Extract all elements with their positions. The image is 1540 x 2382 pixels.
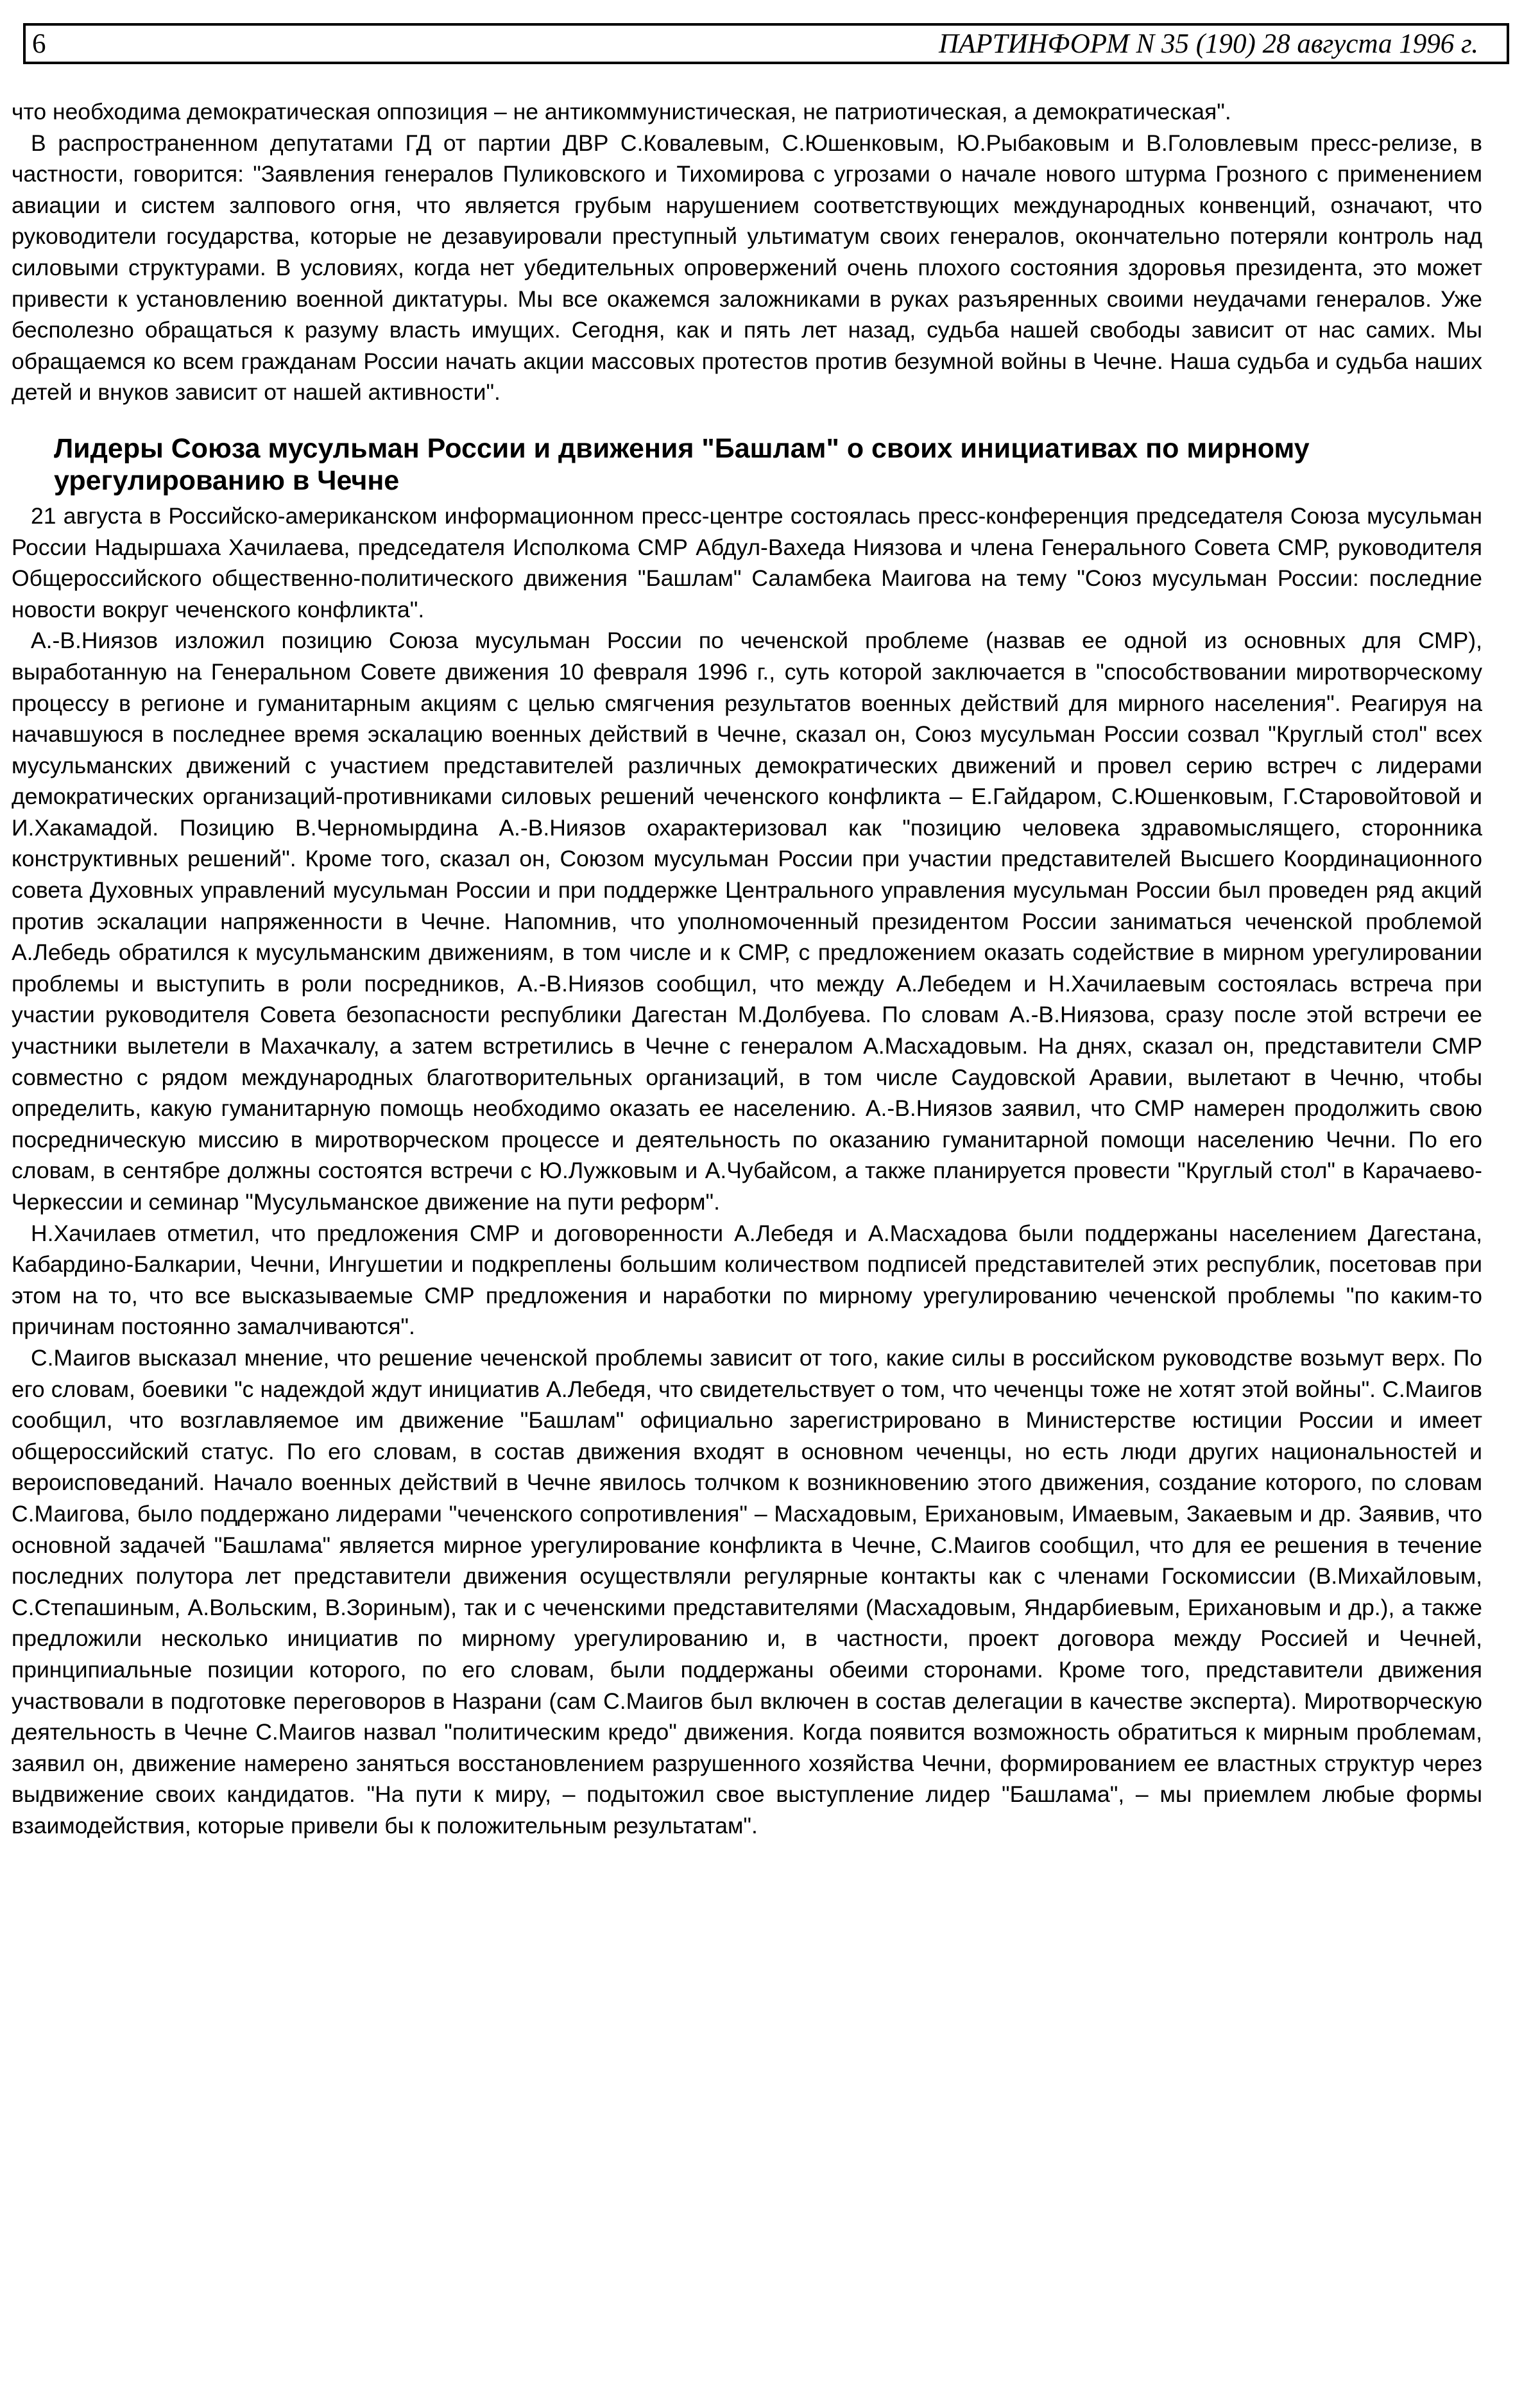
issue-title: ПАРТИНФОРМ N 35 (190) 28 августа 1996 г. [939, 28, 1478, 59]
article-body [12, 96, 1482, 1841]
paragraph-maigov: С.Маигов высказал мнение, что решение чеченской проблемы зависит от того, какие силы в российском руководстве возьмут верх. По его словам, боевики "с надеждой ждут инициатив А.Лебедя, что свидетельствует о том, что чеченцы тоже не хотят этой войны". С.Маигов сообщил, что возглавляемое им движение "Башлам" официально зарегистрировано в Министерстве юстиции России и имеет общероссийский статус. По его словам, в состав движения входят в основном чеченцы, но есть люди других национальностей и вероисповеданий. Начало военных действий в Чечне явилось толчком к возникновению этого движения, создание которого, по словам С.Маигова, было поддержано лидерами "чеченского сопротивления" – Масхадовым, Ерихановым, Имаевым, Закаевым и др. Заявив, что основной задачей "Башлама" является мирное урегулирование конфликта в Чечне, С.Маигов сообщил, что для ее решения в течение последних полутора лет представители движения осуществляли регулярные контакты как с членами Госкомиссии (В.Михайловым, С.Степашиным, А.Вольским, В.Зориным), так и с чеченскими представителями (Масхадовым, Яндарбиевым, Ерихановым и др.), а также предложили несколько инициатив по мирному урегулированию и, в частности, проект договора между Россией и Чечней, принципиальные позиции которого, по его словам, были поддержаны обеими сторонами. Кроме того, представители движения участвовали в подготовке переговоров в Назрани (сам С.Маигов был включен в состав делегации в качестве эксперта). Миротворческую деятельность в Чечне С.Маигов назвал "политическим кредо" движения. Когда появится возможность обратиться к мирным проблемам, заявил он, движение намерено заняться восстановлением разрушенного хозяйства Чечни, формированием ее властных структур через выдвижение своих кандидатов. "На пути к миру, – подытожил свое выступление лидер "Башлама", – мы приемлем любые формы взаимодействия, которые привели бы к положительным результатам". [12, 1344, 1482, 1838]
page-header [23, 23, 1509, 64]
paragraph-continuation: что необходима демократическая оппозиция – не антикоммунистическая, не патриотическая, а демократическая". [12, 99, 1231, 124]
paragraph-khachilaev: Н.Хачилаев отметил, что предложения СМР и договоренности А.Лебедя и А.Масхадова были поддержаны населением Дагестана, Кабардино-Балкарии, Чечни, Ингушетии и подкреплены большим количеством подписей представителей этих республик, посетовав при этом на то, что все высказываемые СМР предложения и наработки по мирному урегулированию чеченской проблемы "по каким-то причинам постоянно замалчиваются". [12, 1220, 1482, 1340]
paragraph-niyazov: А.-В.Ниязов изложил позицию Союза мусульман России по чеченской проблеме (назвав ее одной из основных для СМР), выработанную на Генеральном Совете движения 10 февраля 1996 г., суть которой заключается в "способствовании миротворческому процессу в регионе и гуманитарным акциям с целью смягчения результатов военных действий для мирного населения". Реагируя на начавшуюся в последнее время эскалацию военных действий в Чечне, сказал он, Союз мусульман России созвал "Круглый стол" всех мусульманских движений с участием представителей различных демократических движений и провел серию встреч с лидерами демократических организаций-противниками силовых решений чеченского конфликта – Е.Гайдаром, С.Юшенковым, Г.Старовойтовой и И.Хакамадой. Позицию В.Черномырдина А.-В.Ниязов охарактеризовал как "позицию человека здравомыслящего, сторонника конструктивных решений". Кроме того, сказал он, Союзом мусульман России при участии представителей Высшего Координационного совета Духовных управлений мусульман России и при поддержке Центрального управления мусульман России был проведен ряд акций против эскалации напряженности в Чечне. Напомнив, что уполномоченный президентом России заниматься чеченской проблемой А.Лебедь обратился к мусульманским движениям, в том числе и к СМР, с предложением оказать содействие в мирном урегулировании проблемы и выступить в роли посредников, А.-В.Ниязов сообщил, что между А.Лебедем и Н.Хачилаевым состоялась встреча при участии руководителя Совета безопасности республики Дагестан М.Долбуева. По словам А.-В.Ниязова, сразу после этой встречи ее участники вылетели в Махачкалу, а затем встретились в Чечне с генералом А.Масхадовым. На днях, сказал он, представители СМР совместно с рядом международных благотворительных организаций, в том числе Саудовской Аравии, вылетают в Чечню, чтобы определить, какую гуманитарную помощь необходимо оказать ее населению. А.-В.Ниязов заявил, что СМР намерен продолжить свою посредническую миссию в миротворческом процессе и деятельность по оказанию гуманитарной помощи населению Чечни. По его словам, в сентябре должны состоятся встречи с Ю.Лужковым и А.Чубайсом, а также планируется провести "Круглый стол" в Карачаево-Черкессии и семинар "Мусульманское движение на пути реформ". [12, 628, 1482, 1215]
page-number: 6 [32, 28, 46, 59]
paragraph-dvr-press-release: В распространенном депутатами ГД от партии ДВР С.Ковалевым, С.Юшенковым, Ю.Рыбаковым и В.Головлевым пресс-релизе, в частности, говорится: "Заявления генералов Пуликовского и Тихомирова с угрозами о начале нового штурма Грозного с применением авиации и систем залпового огня, что является грубым нарушением соответствующих международных конвенций, означают, что руководители государства, которые не дезавуировали преступный ультиматум своих генералов, окончательно потеряли контроль над силовыми структурами. В условиях, когда нет убедительных опровержений очень плохого состояния здоровья президента, это может привести к установлению военной диктатуры. Мы все окажемся заложниками в руках разъяренных своими неудачами генералов. Уже бесполезно обращаться к разуму власть имущих. Сегодня, как и пять лет назад, судьба нашей свободы зависит от нас самих. Мы обращаемся ко всем гражданам России начать акции массовых протестов против безумной войны в Чечне. Наша судьба и судьба наших детей и внуков зависит от нашей активности". [12, 130, 1482, 406]
newspaper-page [23, 23, 1509, 64]
paragraph-press-conference: 21 августа в Российско-американском информационном пресс-центре состоялась пресс-конференция председателя Союза мусульман России Надыршаха Хачилаева, председателя Исполкома СМР Абдул-Вахеда Ниязова и члена Генерального Совета СМР, руководителя Общероссийского общественно-политического движения "Башлам" Саламбека Маигова на тему "Союз мусульман России: последние новости вокруг чеченского конфликта". [12, 502, 1482, 622]
article-headline: Лидеры Союза мусульман России и движения "Башлам" о своих инициативах по мирному урегулированию в Чечне [54, 433, 1310, 496]
